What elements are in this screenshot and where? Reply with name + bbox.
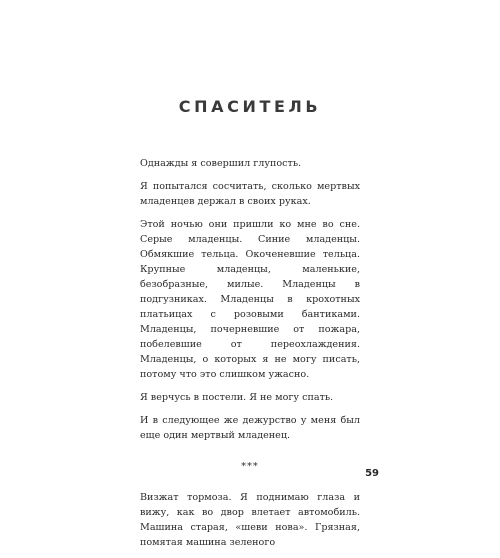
paragraph: Этой ночью они пришли ко мне во сне. Серые младенцы. Синие младенцы. Обмякшие тельца. Окоченевшие тельца. Крупные младенцы, маленькие, безобразные, милые. Младенцы в подгузниках. Младенцы в крохотных платьицах с розовыми бантиками. Младенцы, почерневшие от пожара, побелевшие от переохлаждения. Младенцы, о которых я не могу писать, потому что это слишком ужасно. <box>140 219 360 380</box>
paragraph: Визжат тормоза. Я поднимаю глаза и вижу, как во двор влетает автомобиль. Машина старая, «шеви нова». Грязная, помятая машина зеленого <box>140 492 360 548</box>
page-number: 59 <box>365 468 379 479</box>
paragraph: Я верчусь в постели. Я не могу спать. <box>140 392 334 403</box>
paragraph: И в следующее же дежурство у меня был еще один мертвый младенец. <box>140 415 360 441</box>
chapter-title: СПАСИТЕЛЬ <box>178 97 322 116</box>
chapter-body <box>140 156 360 558</box>
paragraph: Однажды я совершил глупость. <box>140 158 302 169</box>
section-separator: *** <box>241 461 259 472</box>
paragraph: Я попытался сосчитать, сколько мертвых младенцев держал в своих руках. <box>140 181 360 207</box>
